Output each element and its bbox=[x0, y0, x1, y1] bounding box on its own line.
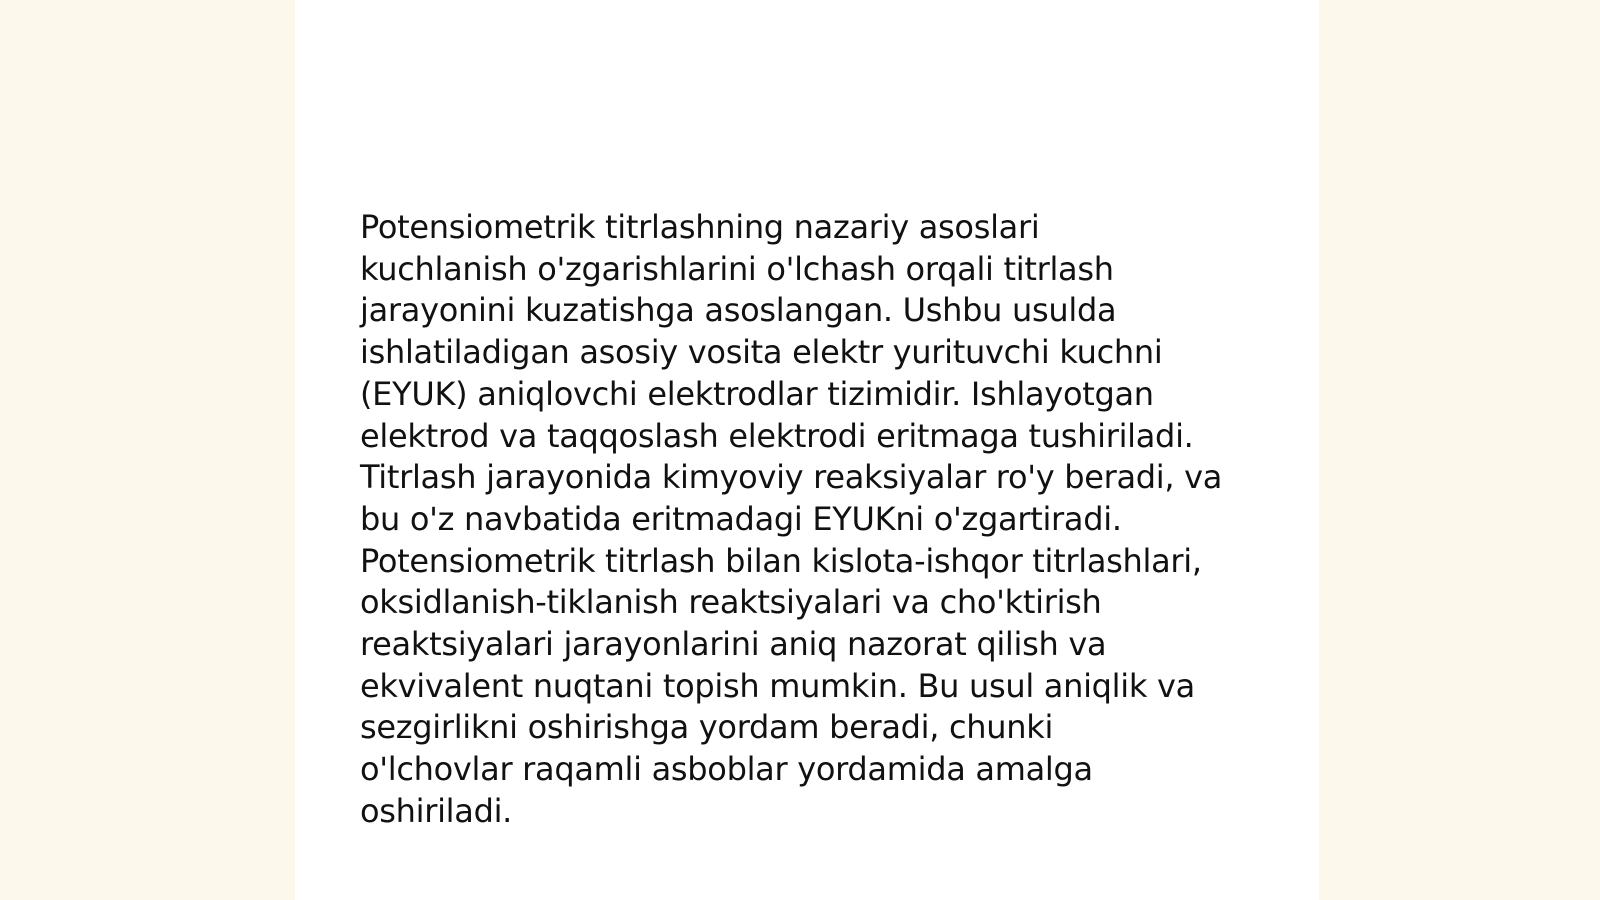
paragraph-line: elektrod va taqqoslash elektrodi eritmaga tushiriladi. bbox=[360, 416, 1194, 455]
paragraph-line: ishlatiladigan asosiy vosita elektr yurituvchi kuchni bbox=[360, 333, 1163, 372]
body-paragraph bbox=[360, 207, 1250, 833]
paragraph-line: bu o'z navbatida eritmadagi EYUKni o'zgartiradi. bbox=[360, 499, 1122, 538]
document-page bbox=[295, 0, 1319, 900]
paragraph-line: ekvivalent nuqtani topish mumkin. Bu usul aniqlik va bbox=[360, 666, 1195, 705]
paragraph-line: oksidlanish-tiklanish reaktsiyalari va cho'ktirish bbox=[360, 583, 1102, 622]
paragraph-line: (EYUK) aniqlovchi elektrodlar tizimidir. Ishlayotgan bbox=[360, 374, 1154, 413]
paragraph-line: Potensiometrik titrlash bilan kislota-ishqor titrlashlari, bbox=[360, 541, 1202, 580]
paragraph-line: jarayonini kuzatishga asoslangan. Ushbu usulda bbox=[360, 291, 1117, 330]
paragraph-line: o'lchovlar raqamli asboblar yordamida amalga bbox=[360, 750, 1093, 789]
paragraph-line: reaktsiyalari jarayonlarini aniq nazorat qilish va bbox=[360, 625, 1107, 664]
paragraph-line: sezgirlikni oshirishga yordam beradi, chunki bbox=[360, 708, 1054, 747]
paragraph-line: Potensiometrik titrlashning nazariy asoslari bbox=[360, 208, 1040, 246]
paragraph-line: oshiriladi. bbox=[360, 791, 513, 830]
paragraph-line: kuchlanish o'zgarishlarini o'lchash orqali titrlash bbox=[360, 249, 1114, 288]
paragraph-line: Titrlash jarayonida kimyoviy reaksiyalar ro'y beradi, va bbox=[360, 458, 1223, 497]
